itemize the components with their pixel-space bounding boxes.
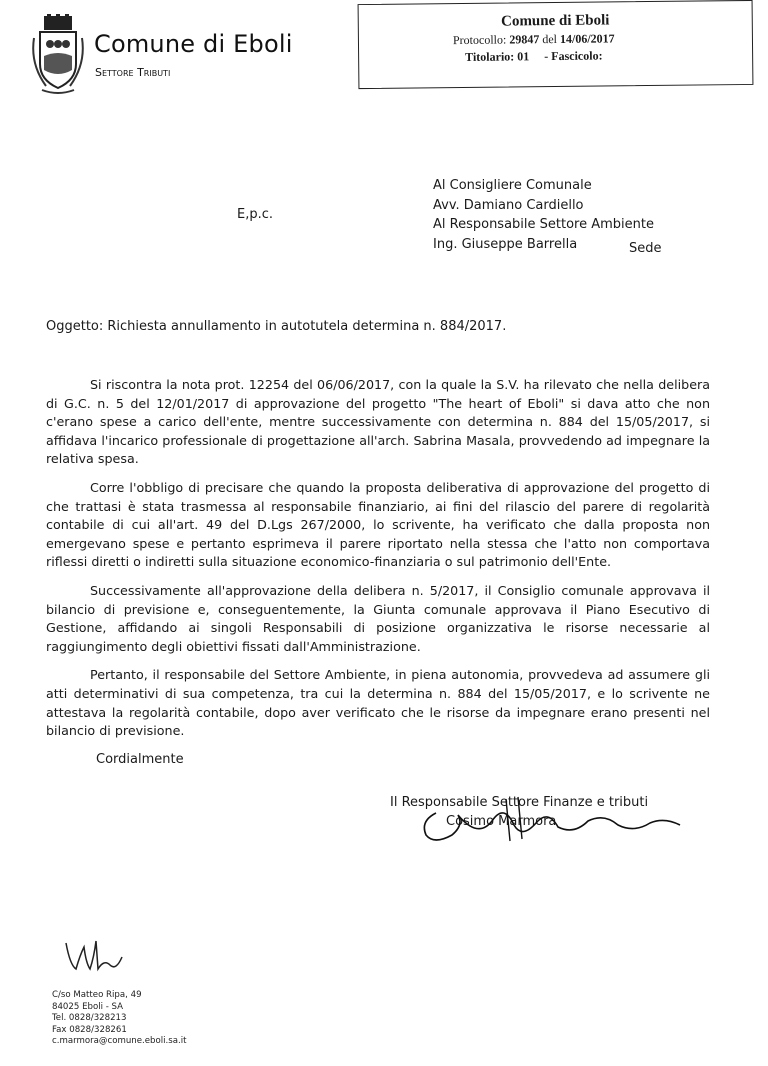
recipient-line: Al Responsabile Settore Ambiente bbox=[433, 217, 654, 232]
municipality-title: Comune di Eboli bbox=[94, 30, 293, 58]
recipient-line: Avv. Damiano Cardiello bbox=[433, 197, 584, 213]
stamp-protocol-line bbox=[453, 31, 615, 48]
footer-city: 84025 Eboli - SA bbox=[52, 1001, 124, 1012]
stamp-date: 14/06/2017 bbox=[559, 31, 615, 46]
stamp-titolario-value: 01 bbox=[517, 49, 530, 64]
body-paragraph: Pertanto, il responsabile del Settore Ambiente, in piena autonomia, provvedeva ad assumere gli atti determinativi di sua competenza, tra cui la determina n. 884 del 15/05/2017, e lo scrivente ne attestava la regolarità contabile, dopo aver verificato che le risorse da impegnare erano presenti nel bilancio di previsione. bbox=[46, 667, 710, 739]
stamp-titolario-line bbox=[465, 49, 603, 65]
handwritten-initials bbox=[60, 935, 130, 975]
footer-address: C/so Matteo Ripa, 49 bbox=[52, 990, 142, 1000]
closing-salutation: Cordialmente bbox=[96, 752, 184, 767]
footer-fax: Fax 0828/328261 bbox=[52, 1024, 127, 1035]
recipient-line: Ing. Giuseppe Barrella bbox=[433, 236, 578, 252]
office-address-footer bbox=[52, 990, 187, 1048]
signatory-name: Cosimo Marmora bbox=[446, 814, 557, 829]
epc-label: E,p.c. bbox=[237, 207, 274, 222]
body-paragraph: Corre l'obbligo di precisare che quando la proposta deliberativa di approvazione del progetto di che trattasi è stata trasmessa al responsabile finanziario, ai fini del rilascio del parere di regolarità contabile di cui all'art. 49 del D.Lgs 267/2000, lo scrivente, ha verificato che dalla proposta non emergevano spese e pertanto esprimeva il parere riportato nella stessa che l'atto non comportava riflessi diretti o indiretti sulla situazione economico-finanziaria o sul patrimonio dell'Ente. bbox=[46, 479, 710, 570]
coat-of-arms-icon bbox=[30, 14, 86, 98]
signatory-role: Il Responsabile Settore Finanze e tributi bbox=[390, 795, 649, 810]
department-subtitle: Settore Tributi bbox=[95, 66, 171, 79]
stamp-title: Comune di Eboli bbox=[500, 12, 610, 30]
recipient-line: Al Consigliere Comunale bbox=[433, 178, 592, 193]
body-paragraph: Si riscontra la nota prot. 12254 del 06/06/2017, con la quale la S.V. ha rilevato che nella delibera di G.C. n. 5 del 12/01/2017 di approvazione del progetto "The heart of Eboli" si dava atto che non c'erano spese a carico dell'ente, mentre successivamente con determina n. 884 del 15/05/2017, si affidava l'incarico professionale di progettazione all'arch. Sabrina Masala, provvedendo ad impegnare la relativa spesa. bbox=[46, 377, 710, 467]
stamp-del-label: del bbox=[542, 31, 558, 47]
letter-body bbox=[46, 376, 710, 751]
body-paragraph: Successivamente all'approvazione della delibera n. 5/2017, il Consiglio comunale approvava il bilancio di previsione e, conseguentemente, la Giunta comunale approvava il Piano Esecutivo di Gestione, affidando ai singoli Responsabili di posizione organizzativa le risorse necessarie al raggiungimento degli obiettivi fissati dall'Amministrazione. bbox=[46, 582, 710, 654]
stamp-protocol-label: Protocollo: bbox=[452, 32, 507, 48]
footer-email: c.marmora@comune.eboli.sa.it bbox=[52, 1036, 187, 1047]
sede-label: Sede bbox=[629, 241, 662, 256]
footer-phone: Tel. 0828/328213 bbox=[52, 1013, 127, 1024]
stamp-protocol-number: 29847 bbox=[509, 32, 540, 47]
subject-line: Oggetto: Richiesta annullamento in autotutela determina n. 884/2017. bbox=[46, 319, 507, 334]
stamp-fascicolo-label: - Fascicolo: bbox=[544, 48, 603, 64]
recipients-block bbox=[433, 176, 654, 254]
handwritten-signature bbox=[418, 795, 698, 845]
protocol-stamp bbox=[358, 0, 754, 89]
stamp-titolario-label: Titolario: bbox=[465, 49, 515, 64]
